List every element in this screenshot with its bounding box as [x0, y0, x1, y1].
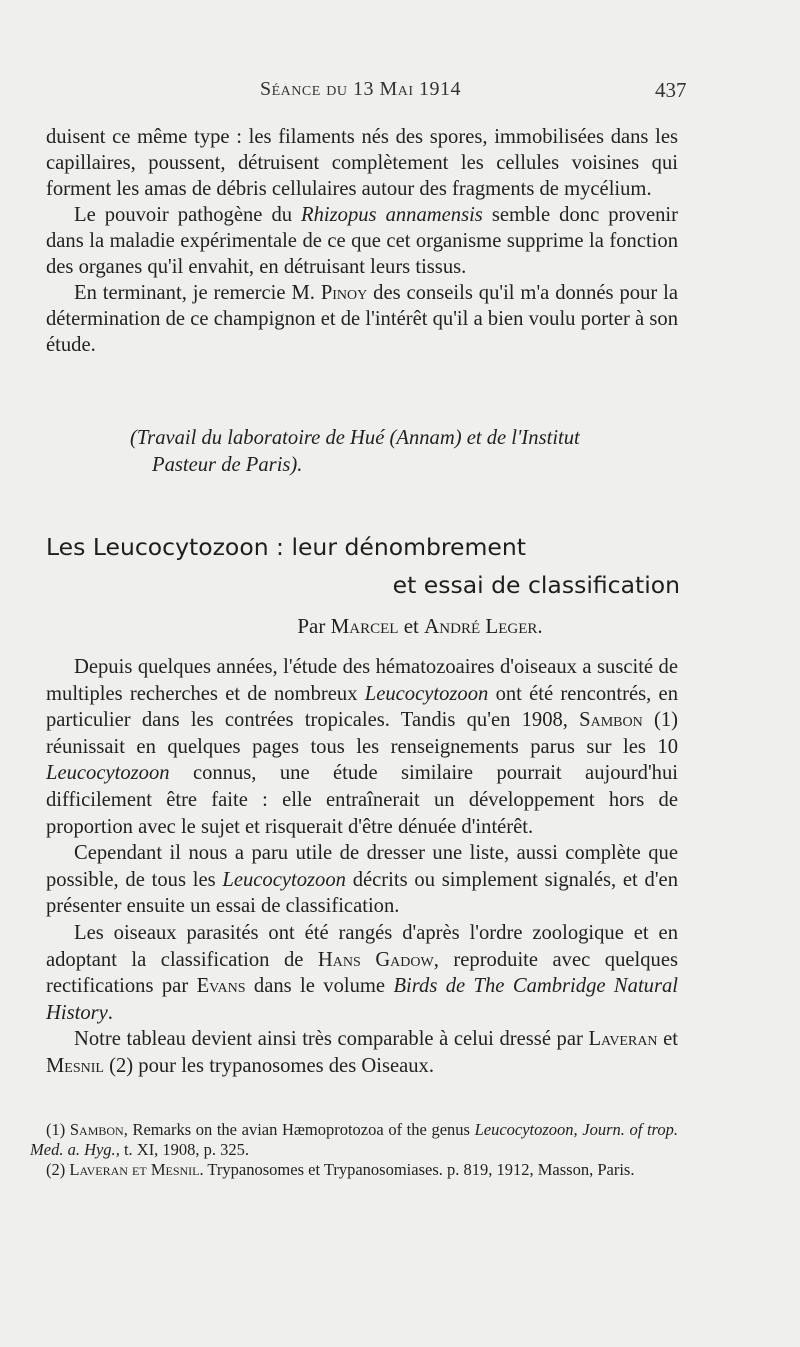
person-name: Mesnil	[46, 1054, 104, 1077]
text-run: semble donc provenir dans la maladie expérimentale de ce que cet organisme supprime la fonction des organes qu'il envahit, en détruisant leurs tissus.	[46, 204, 678, 278]
text-run: duisent ce même type : les filaments nés des spores, immobilisées dans les capillaires, poussent, détruisent complètement les cellules voisines qui forment les amas de débris cellulaires autour des fragments de mycélium.	[46, 126, 678, 200]
continuation-text	[46, 124, 678, 358]
text-run: décrits ou simplement signalés, et d'en présenter ensuite un essai de classification.	[46, 868, 678, 918]
genus-name: Leucocytozoon	[46, 762, 170, 785]
byline	[0, 614, 800, 639]
text-run: (1) réunissait en quelques pages tous les renseignements parus sur les 10	[46, 709, 678, 758]
footnote	[30, 1160, 678, 1180]
page-number: 437	[655, 78, 687, 102]
book-title: Birds de The Cambridge Natural History	[46, 975, 678, 1024]
running-head	[0, 78, 800, 108]
article-body	[46, 654, 678, 1080]
text-run: connus, une étude similaire pourrait aujourd'hui difficilement être faite : elle entraînerait un développement hors de proportion avec le sujet et risquerait d'être dénuée d'intérêt.	[46, 762, 678, 838]
running-title: Séance du 13 Mai 1914	[260, 78, 462, 100]
person-name: Evans	[196, 975, 246, 998]
footnote	[30, 1120, 678, 1160]
text-run: (2) pour les trypanosomes des Oiseaux.	[103, 1054, 434, 1077]
text-run: ont été rencontrés, en particulier dans les contrées tropicales. Tandis qu'en 1908,	[46, 682, 678, 732]
footnote-number: (1)	[46, 1120, 70, 1139]
paragraph	[46, 920, 678, 1026]
text-run: , reproduite avec quelques rectifications par	[46, 948, 678, 998]
person-name: Pinoy	[320, 282, 368, 304]
person-name: Laveran et Mesnil	[69, 1160, 200, 1179]
genus-name: Leucocytozoon	[364, 682, 489, 705]
title-line: Les Leucocytozoon : leur dénombrement	[46, 533, 526, 561]
text-run: , Remarks on the avian Hæmoprotozoa of the genus	[123, 1120, 475, 1139]
species-name: Rhizopus annamensis	[301, 204, 483, 226]
paragraph	[46, 840, 678, 920]
citation-line: Pasteur de Paris).	[152, 454, 303, 476]
footnote-number: (2)	[46, 1160, 70, 1179]
article-title	[46, 528, 680, 604]
text-run: dans le volume	[245, 975, 394, 998]
genus-name: Leucocytozoon	[222, 868, 346, 891]
text-run: Depuis quelques années, l'étude des hématozoaires d'oiseaux a suscité de multiples recherches et de nombreux	[46, 656, 678, 705]
text-run: des conseils qu'il m'a donnés pour la détermination de ce champignon et de l'intérêt qu'il a bien voulu porter à son étude.	[46, 282, 678, 356]
author-name: Marcel	[330, 614, 399, 638]
author-name: André Leger.	[424, 614, 543, 638]
byline-et: et	[403, 614, 419, 638]
footnotes	[30, 1120, 678, 1180]
title-line: et essai de classification	[392, 571, 680, 599]
text-run: .	[107, 1001, 113, 1024]
citation-line: (Travail du laboratoire de Hué (Annam) et de l'Institut	[130, 427, 580, 449]
text-run: Notre tableau devient ainsi très comparable à celui dressé par	[74, 1028, 589, 1051]
text-run: Les oiseaux parasités ont été rangés d'après l'ordre zoologique et en adoptant la classification de	[46, 921, 678, 971]
person-name: Hans Gadow	[317, 948, 434, 971]
person-name: Laveran	[588, 1028, 658, 1051]
text-run: Cependant il nous a paru utile de dresser une liste, aussi complète que possible, de tous les	[46, 842, 678, 891]
lab-citation	[130, 425, 678, 479]
text-run: Le pouvoir pathogène du	[74, 204, 302, 226]
paragraph	[46, 124, 678, 202]
text-run: . Trypanosomes et Trypanosomiases. p. 819, 1912, Masson, Paris.	[199, 1160, 635, 1179]
text-run: et	[657, 1028, 678, 1051]
person-name: Sambon	[579, 709, 643, 732]
paragraph	[46, 202, 678, 280]
text-run: , t. XI, 1908, p. 325.	[115, 1140, 250, 1159]
paragraph	[46, 1026, 678, 1079]
journal-title: Leucocytozoon, Journ. of trop. Med. a. Hyg.	[30, 1120, 678, 1159]
text-run: En terminant, je remercie M.	[74, 282, 321, 304]
paragraph	[46, 280, 678, 358]
byline-par: Par	[297, 614, 326, 638]
paragraph	[46, 654, 678, 840]
person-name: Sambon	[69, 1120, 124, 1139]
